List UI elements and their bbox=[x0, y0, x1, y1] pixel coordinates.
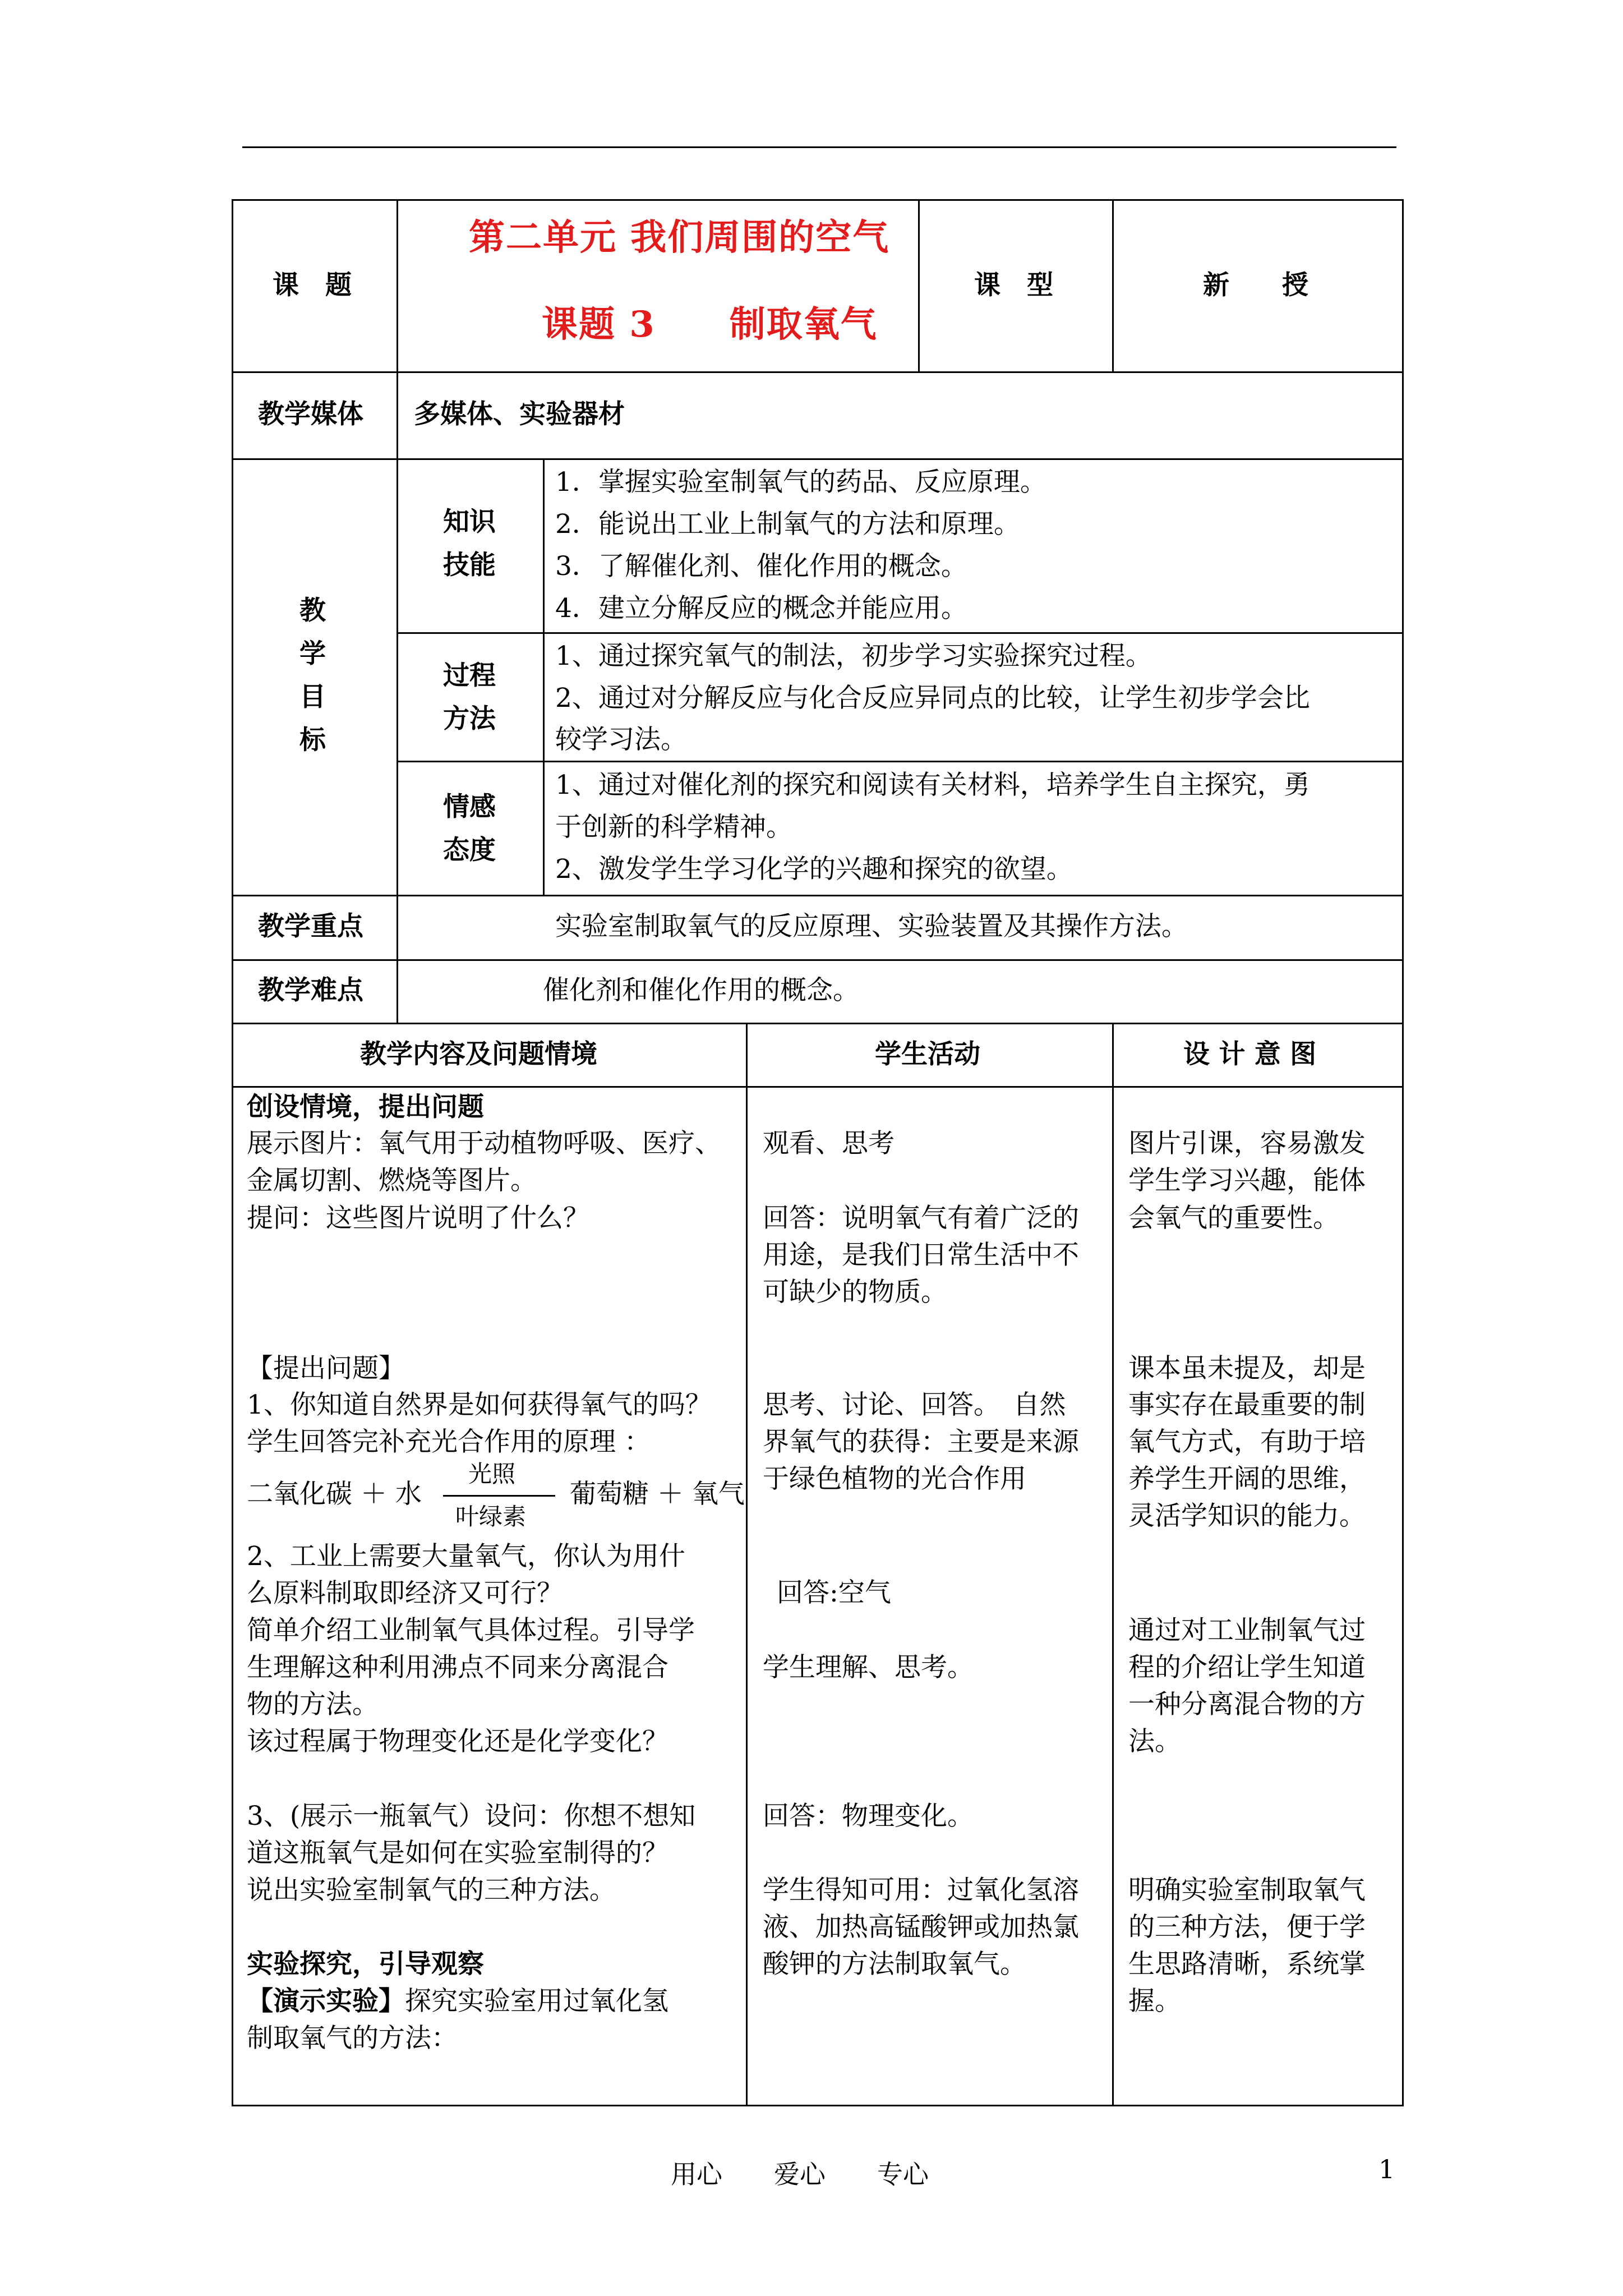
footer-motto: 用心 爱心 专心 bbox=[671, 2159, 929, 2189]
knowledge-item: 4．建立分解反应的概念并能应用。 bbox=[555, 593, 967, 624]
student-activity: 界氧气的获得：主要是来源 bbox=[763, 1427, 1079, 1457]
lesson-title: 课题 3 制取氧气 bbox=[542, 303, 878, 346]
unit-title: 第二单元 我们周围的空气 bbox=[469, 217, 890, 259]
content-line: 么原料制取即经济又可行？ bbox=[247, 1578, 563, 1609]
content-line: 学生回答完补充光合作用的原理 ： bbox=[247, 1427, 651, 1457]
demo-line bbox=[247, 1982, 668, 2020]
header-rule bbox=[242, 146, 1396, 148]
design-intent: 图片引课，容易激发 bbox=[1128, 1128, 1366, 1159]
equation-condition-bottom: 叶绿素 bbox=[455, 1503, 527, 1530]
knowledge-label-1: 知识 bbox=[443, 507, 496, 537]
knowledge-item: 2．能说出工业上制氧气的方法和原理。 bbox=[555, 509, 1020, 540]
student-activity: 酸钾的方法制取氧气。 bbox=[763, 1949, 1026, 1980]
goals-label-3: 目 bbox=[299, 682, 326, 712]
emotion-label-2: 态度 bbox=[443, 835, 496, 866]
design-intent: 一种分离混合物的方 bbox=[1128, 1689, 1366, 1720]
design-intent: 会氧气的重要性。 bbox=[1128, 1203, 1339, 1234]
student-activity: 回答：物理变化。 bbox=[763, 1801, 974, 1832]
design-intent: 法。 bbox=[1128, 1726, 1181, 1757]
column-header-design: 设 计 意 图 bbox=[1183, 1039, 1317, 1070]
design-intent: 握。 bbox=[1128, 1986, 1181, 2017]
student-activity: 于绿色植物的光合作用 bbox=[763, 1464, 1026, 1494]
design-intent: 程的介绍让学生知道 bbox=[1128, 1652, 1366, 1683]
content-heading: 【提出问题】 bbox=[247, 1353, 405, 1384]
equation-left: 二氧化碳 ＋ 水 bbox=[247, 1479, 422, 1510]
design-intent: 事实存在最重要的制 bbox=[1128, 1389, 1366, 1420]
content-line: 金属切割、燃烧等图片。 bbox=[247, 1165, 537, 1196]
key-point-label: 教学重点 bbox=[258, 911, 363, 942]
process-item: 2、通过对分解反应与化合反应异同点的比较，让学生初步学会比 bbox=[555, 683, 1310, 714]
equation-arrow-line bbox=[443, 1495, 555, 1497]
content-line: 1、你知道自然界是如何获得氧气的吗？ bbox=[247, 1389, 712, 1420]
student-activity: 用途，是我们日常生活中不 bbox=[763, 1240, 1079, 1271]
content-heading: 实验探究，引导观察 bbox=[247, 1949, 484, 1980]
media-value: 多媒体、实验器材 bbox=[414, 399, 625, 430]
design-intent: 的三种方法，便于学 bbox=[1128, 1912, 1366, 1943]
knowledge-item: 1．掌握实验室制氧气的药品、反应原理。 bbox=[555, 467, 1046, 498]
emotion-label-1: 情感 bbox=[443, 792, 496, 822]
demo-text: 探究实验室用过氧化氢 bbox=[405, 1986, 668, 2017]
knowledge-item: 3．了解催化剂、催化作用的概念。 bbox=[555, 551, 967, 582]
goals-label-4: 标 bbox=[299, 725, 326, 756]
content-line: 展示图片：氧气用于动植物呼吸、医疗、 bbox=[247, 1128, 721, 1159]
design-intent: 学生学习兴趣，能体 bbox=[1128, 1165, 1366, 1196]
content-heading: 创设情境，提出问题 bbox=[247, 1092, 484, 1122]
content-line: 制取氧气的方法： bbox=[247, 2023, 458, 2054]
type-value: 新 授 bbox=[1203, 270, 1308, 301]
student-activity: 可缺少的物质。 bbox=[763, 1277, 947, 1308]
content-line: 道这瓶氧气是如何在实验室制得的？ bbox=[247, 1838, 668, 1869]
design-intent: 通过对工业制氧气过 bbox=[1128, 1615, 1366, 1646]
equation-condition-top: 光照 bbox=[468, 1460, 516, 1488]
student-activity: 回答：说明氧气有着广泛的 bbox=[763, 1203, 1079, 1234]
content-line: 说出实验室制氧气的三种方法。 bbox=[247, 1875, 616, 1906]
content-line: 简单介绍工业制氧气具体过程。引导学 bbox=[247, 1615, 695, 1646]
difficulty-label: 教学难点 bbox=[258, 975, 363, 1006]
content-line: 2、工业上需要大量氧气，你认为用什 bbox=[247, 1541, 685, 1572]
design-intent: 明确实验室制取氧气 bbox=[1128, 1875, 1366, 1906]
design-intent: 灵活学知识的能力。 bbox=[1128, 1501, 1366, 1531]
demo-tag: 【演示实验】 bbox=[247, 1986, 405, 2017]
topic-label: 课 题 bbox=[273, 270, 352, 301]
student-activity: 回答:空气 bbox=[777, 1577, 891, 1608]
key-point-value: 实验室制取氧气的反应原理、实验装置及其操作方法。 bbox=[555, 911, 1188, 942]
goals-label-1: 教 bbox=[299, 595, 326, 626]
design-intent: 课本虽未提及，却是 bbox=[1128, 1353, 1366, 1384]
process-item: 1、通过探究氧气的制法，初步学习实验探究过程。 bbox=[555, 641, 1152, 671]
column-header-student: 学生活动 bbox=[875, 1039, 980, 1070]
process-label-1: 过程 bbox=[443, 660, 496, 691]
emotion-item: 1、通过对催化剂的探究和阅读有关材料，培养学生自主探究，勇 bbox=[555, 770, 1310, 800]
design-intent: 氧气方式，有助于培 bbox=[1128, 1427, 1366, 1457]
process-label-2: 方法 bbox=[443, 703, 496, 734]
column-header-content: 教学内容及问题情境 bbox=[360, 1039, 597, 1070]
content-line: 该过程属于物理变化还是化学变化？ bbox=[247, 1726, 668, 1757]
emotion-item: 2、激发学生学习化学的兴趣和探究的欲望。 bbox=[555, 854, 1073, 885]
student-activity: 思考、讨论、回答。 自然 bbox=[763, 1389, 1066, 1420]
equation-right: 葡萄糖 ＋ 氧气 bbox=[570, 1479, 745, 1510]
type-label: 课 型 bbox=[974, 270, 1053, 301]
student-activity: 液、加热高锰酸钾或加热氯 bbox=[763, 1912, 1079, 1943]
content-line: 物的方法。 bbox=[247, 1689, 379, 1720]
content-line: 生理解这种利用沸点不同来分离混合 bbox=[247, 1652, 668, 1683]
process-item: 较学习法。 bbox=[555, 724, 687, 755]
difficulty-value: 催化剂和催化作用的概念。 bbox=[543, 975, 859, 1006]
page-number: 1 bbox=[1378, 2154, 1395, 2184]
media-label: 教学媒体 bbox=[258, 399, 363, 430]
goals-label-2: 学 bbox=[299, 638, 326, 669]
student-activity: 学生理解、思考。 bbox=[763, 1652, 974, 1683]
student-activity: 观看、思考 bbox=[763, 1128, 895, 1159]
student-activity: 学生得知可用：过氧化氢溶 bbox=[763, 1875, 1079, 1906]
knowledge-label-2: 技能 bbox=[443, 550, 496, 581]
design-intent: 养学生开阔的思维， bbox=[1128, 1464, 1366, 1494]
content-line: 3、(展示一瓶氧气）设问：你想不想知 bbox=[247, 1801, 696, 1832]
design-intent: 生思路清晰，系统掌 bbox=[1128, 1949, 1366, 1980]
content-line: 提问：这些图片说明了什么？ bbox=[247, 1203, 589, 1234]
emotion-item: 于创新的科学精神。 bbox=[555, 812, 792, 843]
